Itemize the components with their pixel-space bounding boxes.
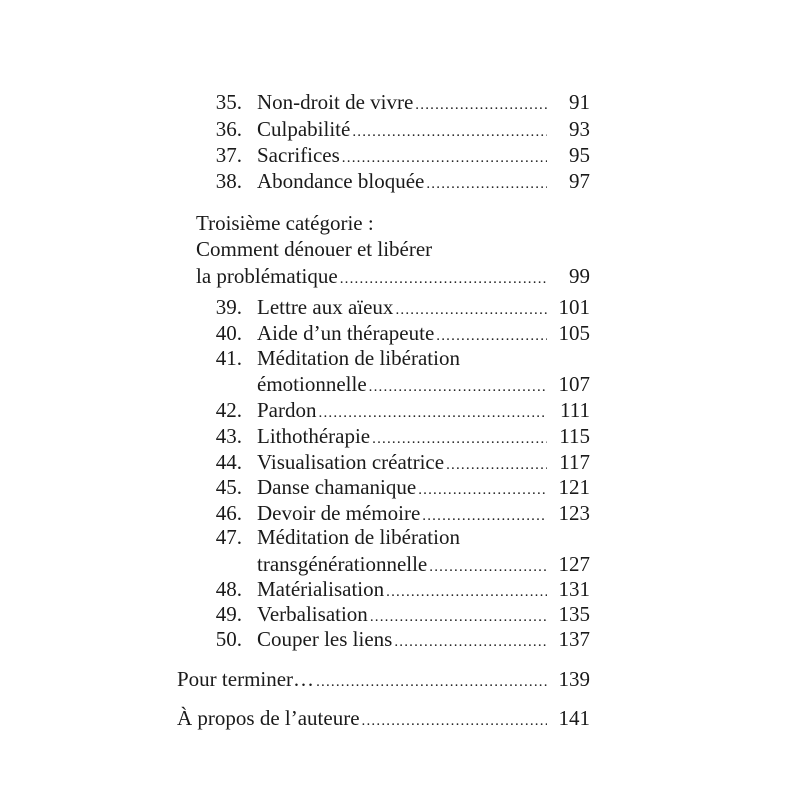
entry-number: 41.: [215, 346, 242, 370]
entry-title: transgénérationnelle .....: [257, 551, 547, 580]
entry-title: Matérialisation .....: [257, 576, 547, 605]
entry-number: 43.: [215, 424, 242, 448]
dot-leader: [316, 669, 547, 695]
entry-title: Devoir de mémoire .....: [257, 500, 547, 529]
entry-page: 99: [569, 264, 590, 288]
entry-title: Sacrifices .....: [257, 142, 547, 171]
category-heading-line2: Comment dénouer et libérer: [196, 237, 433, 261]
entry-page: 111: [560, 398, 590, 422]
entry-title: Non-droit de vivre .....: [257, 89, 547, 118]
dot-leader: [426, 171, 547, 197]
entry-page: 123: [558, 501, 590, 525]
entry-number: 49.: [215, 602, 242, 626]
entry-number: 47.: [215, 525, 242, 549]
entry-page: 137: [558, 627, 590, 651]
entry-title: Abondance bloquée .....: [257, 168, 547, 197]
entry-number: 36.: [215, 117, 242, 141]
dot-leader: [362, 708, 547, 734]
dot-leader: [340, 266, 547, 292]
entry-title: Verbalisation .....: [257, 601, 547, 630]
entry-page: 95: [569, 143, 590, 167]
entry-number: 42.: [215, 398, 242, 422]
entry-page: 117: [559, 450, 590, 474]
entry-title: Aide d’un thérapeute .....: [257, 320, 547, 349]
entry-title: Culpabilité .....: [257, 116, 547, 145]
entry-page: 91: [569, 90, 590, 114]
entry-page: 121: [558, 475, 590, 499]
entry-page: 101: [558, 295, 590, 319]
entry-number: 38.: [215, 169, 242, 193]
entry-page: 107: [558, 372, 590, 396]
entry-title: Visualisation créatrice .....: [257, 449, 547, 478]
entry-title: Lettre aux aïeux .....: [257, 294, 547, 323]
entry-page: 131: [558, 577, 590, 601]
entry-page: 115: [559, 424, 590, 448]
entry-title: À propos de l’auteure .....: [177, 705, 547, 734]
entry-page: 135: [558, 602, 590, 626]
entry-title: Méditation de libération: [257, 346, 460, 370]
entry-title: Danse chamanique .....: [257, 474, 547, 503]
entry-number: 40.: [215, 321, 242, 345]
entry-page: 139: [558, 667, 590, 691]
dot-leader: [415, 92, 547, 118]
entry-title: Pour terminer… .....: [177, 666, 547, 695]
entry-title: Couper les liens .....: [257, 626, 547, 655]
entry-page: 93: [569, 117, 590, 141]
dot-leader: [394, 629, 547, 655]
entry-page: 127: [558, 552, 590, 576]
entry-number: 46.: [215, 501, 242, 525]
entry-title: la problématique .....: [196, 263, 547, 292]
entry-number: 45.: [215, 475, 242, 499]
entry-page: 97: [569, 169, 590, 193]
entry-number: 37.: [215, 143, 242, 167]
entry-page: 105: [558, 321, 590, 345]
entry-title: Pardon .....: [257, 397, 547, 426]
entry-number: 44.: [215, 450, 242, 474]
entry-number: 39.: [215, 295, 242, 319]
entry-number: 35.: [215, 90, 242, 114]
entry-page: 141: [558, 706, 590, 730]
entry-number: 48.: [215, 577, 242, 601]
entry-number: 50.: [215, 627, 242, 651]
entry-title: Méditation de libération: [257, 525, 460, 549]
entry-title: Lithothérapie .....: [257, 423, 547, 452]
entry-title: émotionnelle .....: [257, 371, 547, 400]
category-heading-line1: Troisième catégorie :: [196, 211, 374, 235]
